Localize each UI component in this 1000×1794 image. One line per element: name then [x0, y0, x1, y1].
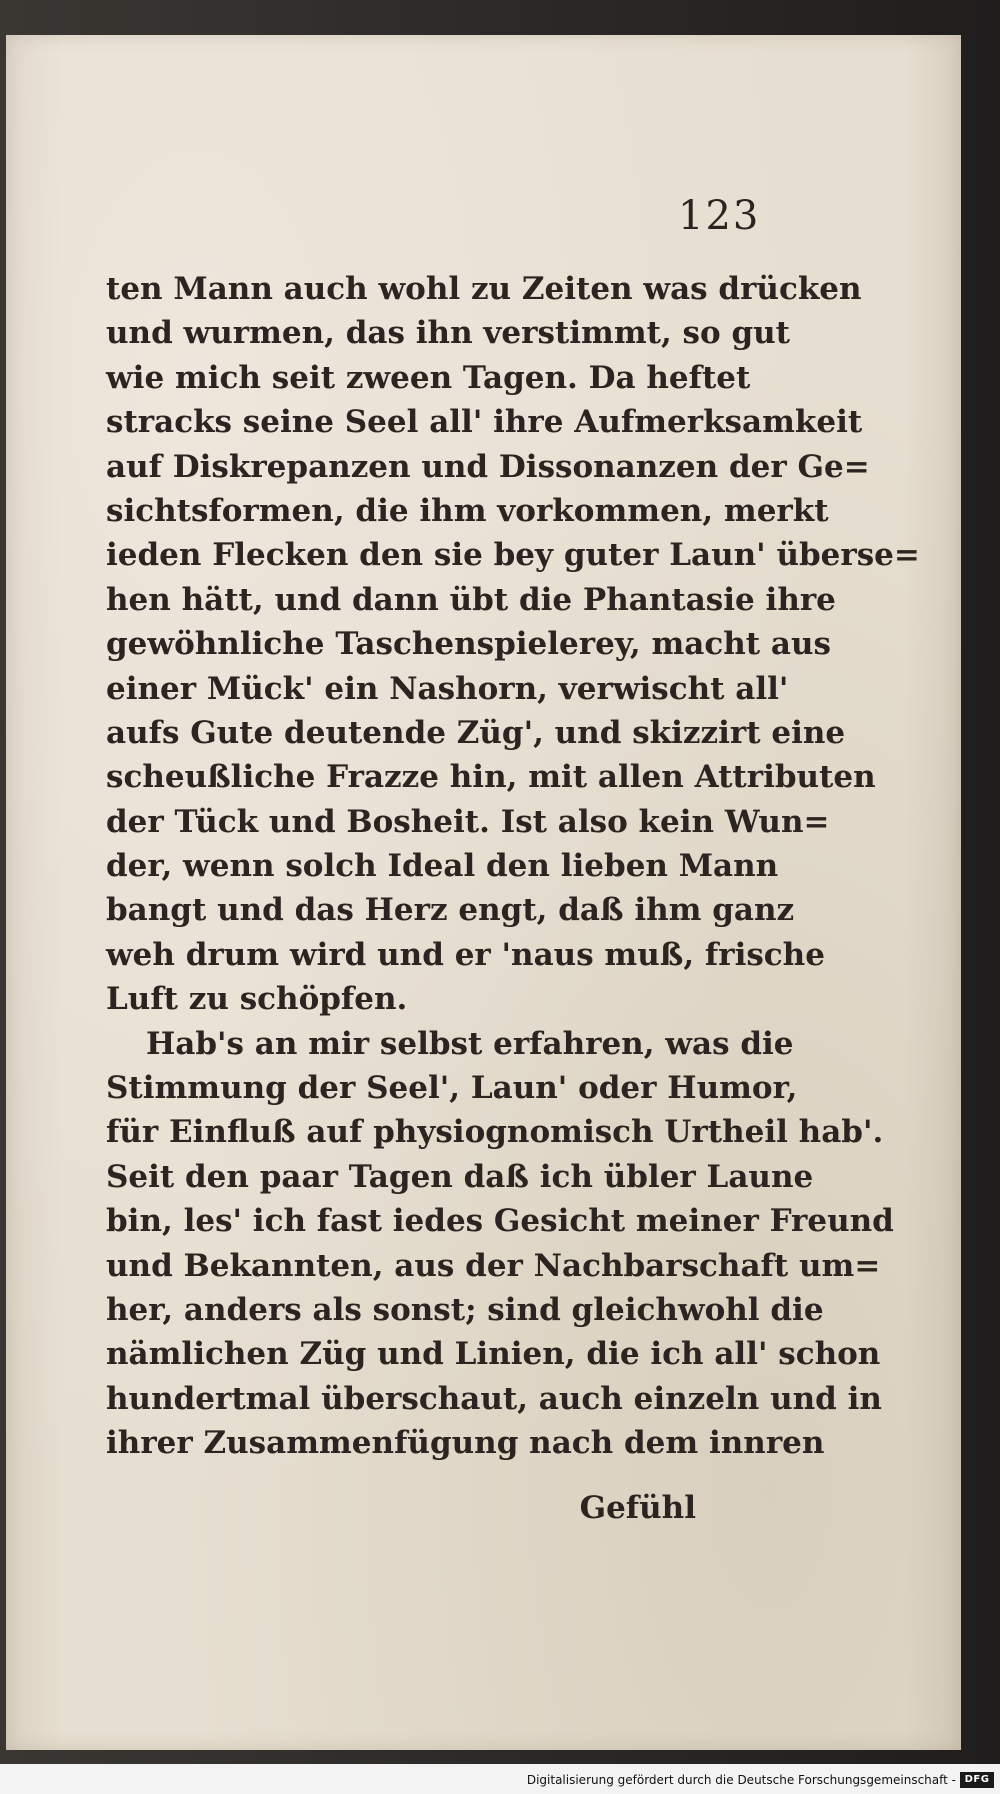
text-line: und wurmen, das ihn verstimmt, so gut — [106, 315, 790, 352]
footer-bar — [0, 1764, 1000, 1794]
dfg-logo-icon: DFG — [960, 1772, 994, 1788]
text-line: ieden Flecken den sie bey guter Laun' überse= — [106, 537, 920, 574]
text-line: einer Mück' ein Nashorn, verwischt all' — [106, 670, 789, 707]
text-line: sichtsformen, die ihm vorkommen, merkt — [106, 492, 829, 529]
text-line: bin, les' ich fast iedes Gesicht meiner Freund — [106, 1203, 894, 1240]
body-text — [106, 267, 920, 1466]
text-line: scheußliche Frazze hin, mit allen Attributen — [106, 759, 876, 796]
text-line: aufs Gute deutende Züg', und skizzirt eine — [106, 714, 846, 751]
book-page — [6, 35, 961, 1750]
digitization-credit: Digitalisierung gefördert durch die Deutsche Forschungsgemeinschaft - — [526, 1773, 956, 1787]
text-line: Stimmung der Seel', Laun' oder Humor, — [106, 1070, 798, 1107]
text-line: bangt und das Herz engt, daß ihm ganz — [106, 892, 795, 929]
text-line: ihrer Zusammenfügung nach dem innren — [106, 1425, 825, 1462]
page-number: 123 — [678, 193, 761, 239]
text-line: der Tück und Bosheit. Ist also kein Wun= — [106, 803, 830, 840]
text-line: Luft zu schöpfen. — [106, 981, 408, 1018]
text-line: auf Diskrepanzen und Dissonanzen der Ge= — [106, 448, 870, 485]
text-line: für Einfluß auf physiognomisch Urtheil hab'. — [106, 1114, 884, 1151]
text-line: wie mich seit zween Tagen. Da heftet — [106, 359, 751, 396]
text-line: nämlichen Züg und Linien, die ich all' schon — [106, 1336, 881, 1373]
text-line: her, anders als sonst; sind gleichwohl die — [106, 1291, 824, 1328]
text-line: ten Mann auch wohl zu Zeiten was drücken — [106, 271, 862, 307]
text-line: der, wenn solch Ideal den lieben Mann — [106, 848, 779, 885]
catchword: Gefühl — [579, 1490, 696, 1526]
text-line: und Bekannten, aus der Nachbarschaft um= — [106, 1247, 881, 1284]
text-line: Seit den paar Tagen daß ich übler Laune — [106, 1158, 814, 1195]
text-line: hundertmal überschaut, auch einzeln und in — [106, 1380, 882, 1417]
text-line: Hab's an mir selbst erfahren, was die — [146, 1025, 794, 1062]
text-line: gewöhnliche Taschenspielerey, macht aus — [106, 626, 831, 663]
text-line: weh drum wird und er 'naus muß, frische — [106, 936, 825, 973]
text-line: hen hätt, und dann übt die Phantasie ihre — [106, 581, 836, 618]
text-line: stracks seine Seel all' ihre Aufmerksamkeit — [106, 404, 863, 441]
